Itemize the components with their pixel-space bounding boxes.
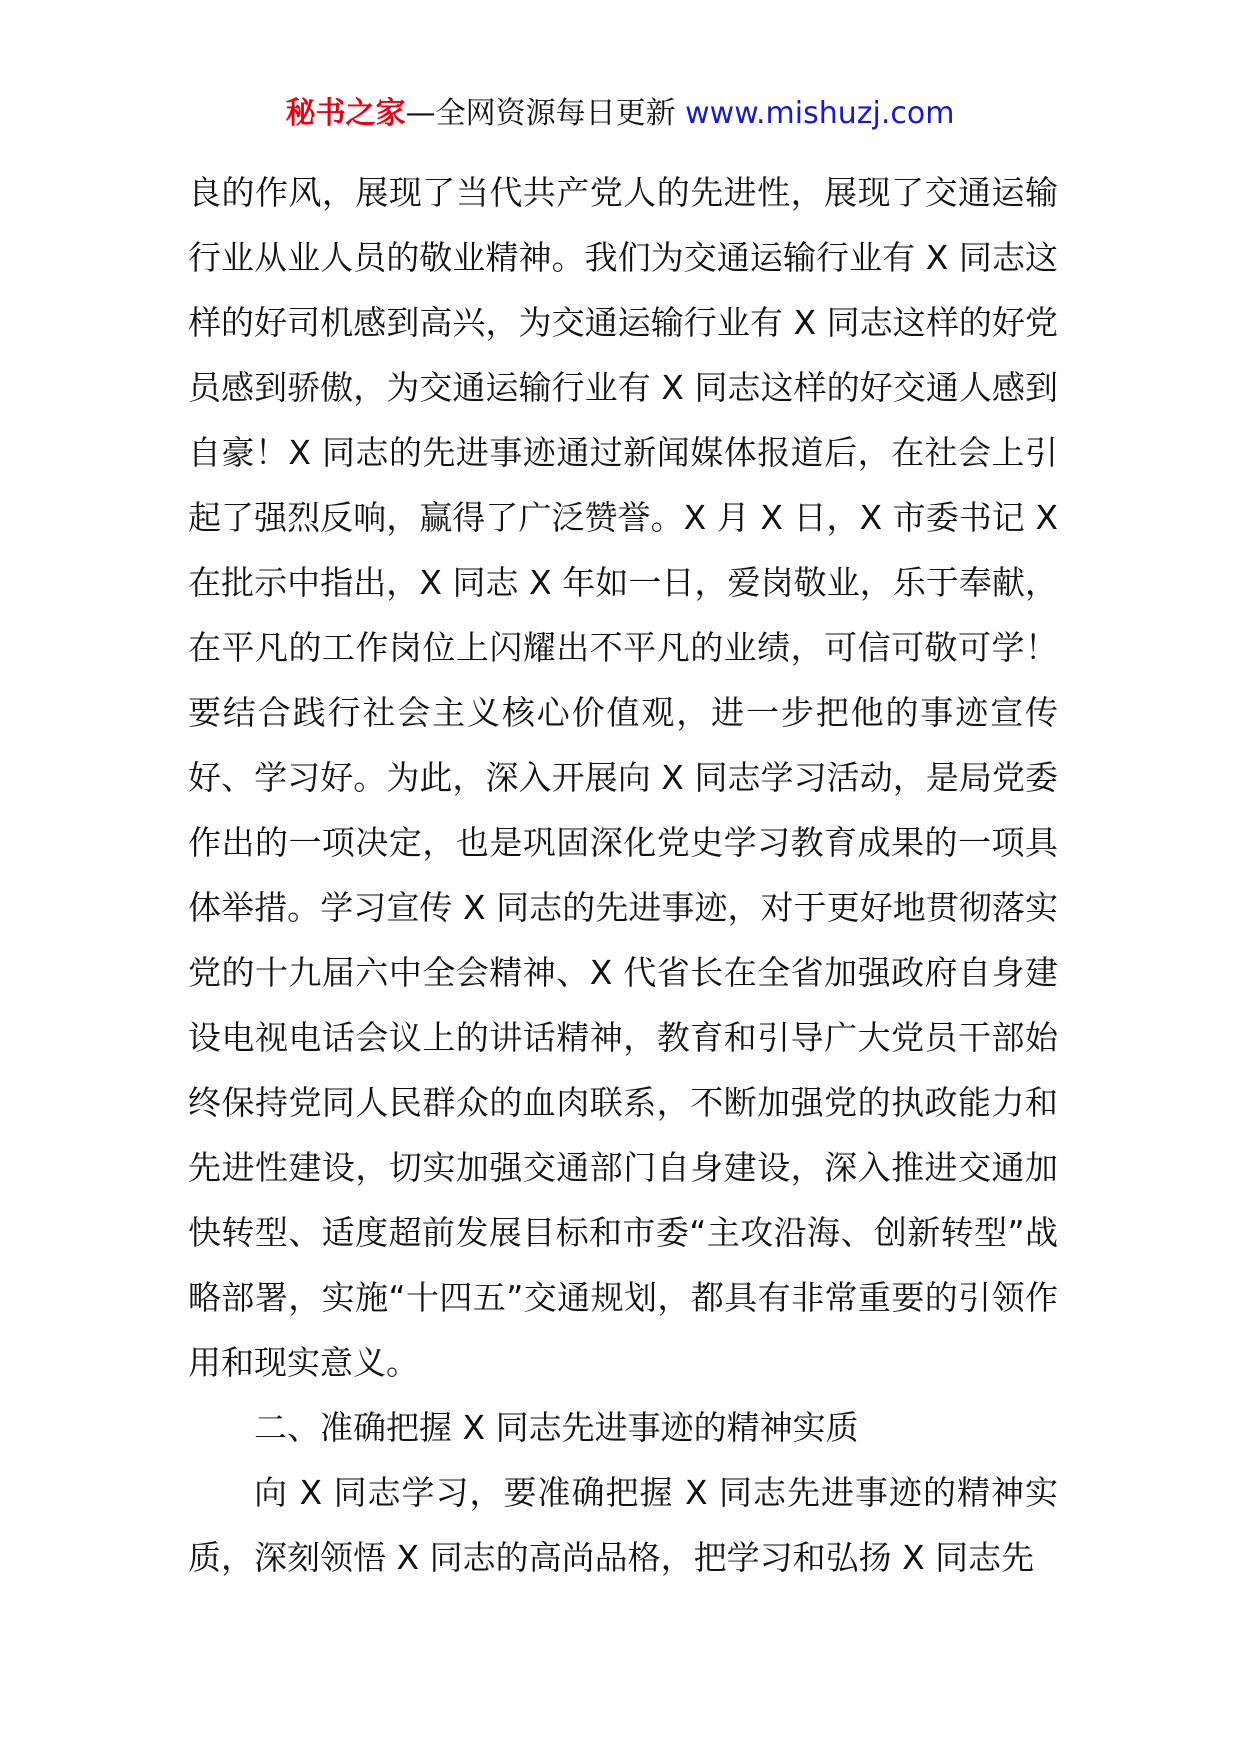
document-body [188, 160, 1058, 1590]
site-url-link[interactable]: www.mishuzj.com [685, 96, 955, 131]
body-paragraph-2: 向 X 同志学习，要准确把握 X 同志先进事迹的精神实质，深刻领悟 X 同志的高尚品格，把学习和弘扬 X 同志先 [188, 1473, 1058, 1577]
section-heading: 二、准确把握 X 同志先进事迹的精神实质 [254, 1408, 859, 1447]
brand-name: 秘书之家 [285, 96, 406, 131]
body-paragraph-1: 良的作风，展现了当代共产党人的先进性，展现了交通运输行业从业人员的敬业精神。我们为交通运输行业有 X 同志这样的好司机感到高兴，为交通运输行业有 X 同志这样的好党员感到骄傲，为交通运输行业有 X 同志这样的好交通人感到自豪！X 同志的先进事迹通过新闻媒体报道后，在社会上引起了强烈反响，赢得了广泛赞誉。X 月 X 日，X 市委书记 X 在批示中指出，X 同志 X 年如一日，爱岗敬业，乐于奉献，在平凡的工作岗位上闪耀出不平凡的业绩，可信可敬可学！要结合践行社会主义核心价值观，进一步把他的事迹宣传好、学习好。为此，深入开展向 X 同志学习活动，是局党委作出的一项决定，也是巩固深化党史学习教育成果的一项具体举措。学习宣传 X 同志的先进事迹，对于更好地贯彻落实党的十九届六中全会精神、X 代省长在全省加强政府自身建设电视电话会议上的讲话精神，教育和引导广大党员干部始终保持党同人民群众的血肉联系，不断加强党的执政能力和先进性建设，切实加强交通部门自身建设，深入推进交通加快转型、适度超前发展目标和市委“主攻沿海、创新转型”战略部署，实施“十四五”交通规划，都具有非常重要的引领作用和现实意义。 [188, 173, 1058, 1382]
site-header [0, 94, 1240, 134]
header-tagline: —全网资源每日更新 [405, 96, 676, 131]
